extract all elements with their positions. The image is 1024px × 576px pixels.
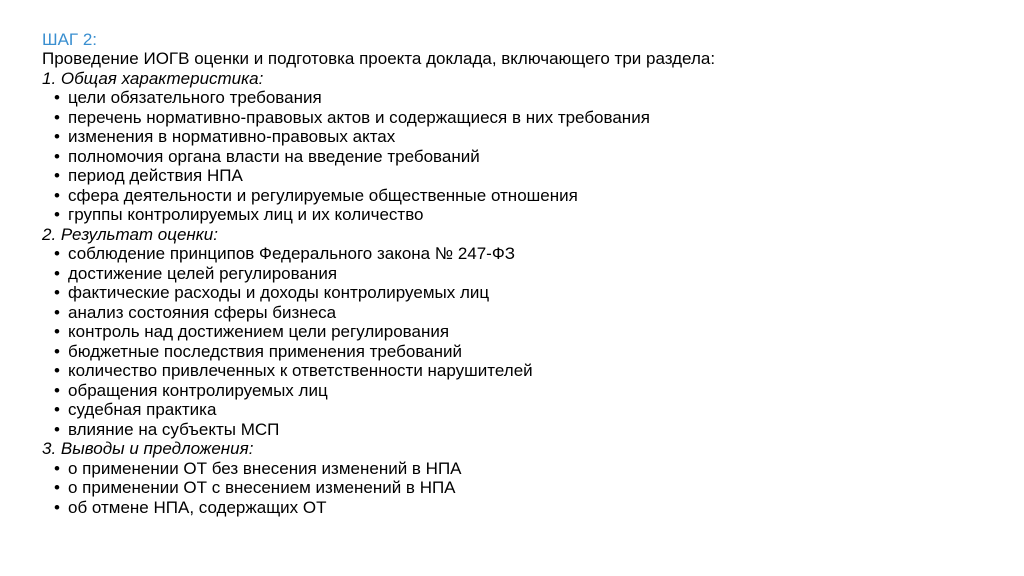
bullet-list	[42, 88, 984, 225]
bullet-icon: •	[54, 458, 60, 478]
list-item	[42, 400, 984, 420]
list-item-text: изменения в нормативно-правовых актах	[68, 127, 396, 146]
bullet-icon: •	[54, 497, 60, 517]
list-item	[42, 205, 984, 225]
list-item	[42, 498, 984, 518]
section-conclusions	[42, 439, 984, 517]
section-heading: 1. Общая характеристика:	[42, 68, 264, 88]
bullet-icon: •	[54, 107, 60, 127]
list-item	[42, 88, 984, 108]
section-heading: 2. Результат оценки:	[42, 224, 218, 244]
bullet-icon: •	[54, 322, 60, 341]
list-item	[42, 420, 984, 440]
bullet-icon: •	[54, 380, 60, 400]
section-heading: 3. Выводы и предложения:	[42, 439, 254, 458]
list-item	[42, 322, 984, 342]
list-item-text: группы контролируемых лиц и их количество	[68, 205, 424, 224]
bullet-list	[42, 244, 984, 439]
list-item-text: анализ состояния сферы бизнеса	[68, 302, 337, 322]
list-item-text: контроль над достижением цели регулирования	[68, 322, 450, 341]
bullet-icon: •	[54, 88, 60, 107]
section-general	[42, 69, 984, 225]
bullet-icon: •	[54, 205, 60, 224]
list-item	[42, 342, 984, 362]
list-item-text: соблюдение принципов Федерального закона № 247-ФЗ	[68, 244, 516, 263]
bullet-icon: •	[54, 127, 60, 146]
list-item	[42, 361, 984, 381]
list-item-text: влияние на субъекты МСП	[68, 419, 280, 439]
list-item-text: о применении ОТ с внесением изменений в НПА	[68, 478, 456, 497]
list-item-text: полномочия органа власти на введение требований	[68, 146, 480, 166]
bullet-icon: •	[54, 400, 60, 419]
bullet-list	[42, 459, 984, 518]
list-item	[42, 166, 984, 186]
list-item-text: обращения контролируемых лиц	[68, 380, 328, 400]
bullet-icon: •	[54, 263, 60, 283]
bullet-icon: •	[54, 361, 60, 380]
list-item	[42, 186, 984, 206]
bullet-icon: •	[54, 283, 60, 302]
bullet-icon: •	[54, 302, 60, 322]
list-item	[42, 147, 984, 167]
list-item	[42, 381, 984, 401]
bullet-icon: •	[54, 478, 60, 497]
bullet-icon: •	[54, 185, 60, 205]
list-item	[42, 264, 984, 284]
list-item	[42, 303, 984, 323]
bullet-icon: •	[54, 419, 60, 439]
list-item	[42, 108, 984, 128]
list-item-text: цели обязательного требования	[68, 88, 322, 107]
list-item-text: количество привлеченных к ответственности нарушителей	[68, 361, 533, 380]
bullet-icon: •	[54, 166, 60, 185]
step-title: ШАГ 2:	[42, 30, 98, 49]
bullet-icon: •	[54, 146, 60, 166]
list-item-text: период действия НПА	[68, 166, 243, 185]
list-item	[42, 244, 984, 264]
list-item-text: перечень нормативно-правовых актов и содержащиеся в них требования	[68, 107, 650, 127]
list-item	[42, 459, 984, 479]
intro-text: Проведение ИОГВ оценки и подготовка проекта доклада, включающего три раздела:	[42, 49, 716, 68]
list-item-text: сфера деятельности и регулируемые общественные отношения	[68, 185, 578, 205]
list-item	[42, 283, 984, 303]
section-results	[42, 225, 984, 440]
bullet-icon: •	[54, 341, 60, 361]
list-item-text: фактические расходы и доходы контролируемых лиц	[68, 283, 490, 302]
bullet-icon: •	[54, 244, 60, 263]
list-item-text: судебная практика	[68, 400, 217, 419]
list-item	[42, 478, 984, 498]
list-item-text: бюджетные последствия применения требований	[68, 341, 463, 361]
list-item-text: достижение целей регулирования	[68, 263, 338, 283]
list-item-text: о применении ОТ без внесения изменений в НПА	[68, 458, 462, 478]
list-item-text: об отмене НПА, содержащих ОТ	[68, 497, 327, 517]
list-item	[42, 127, 984, 147]
